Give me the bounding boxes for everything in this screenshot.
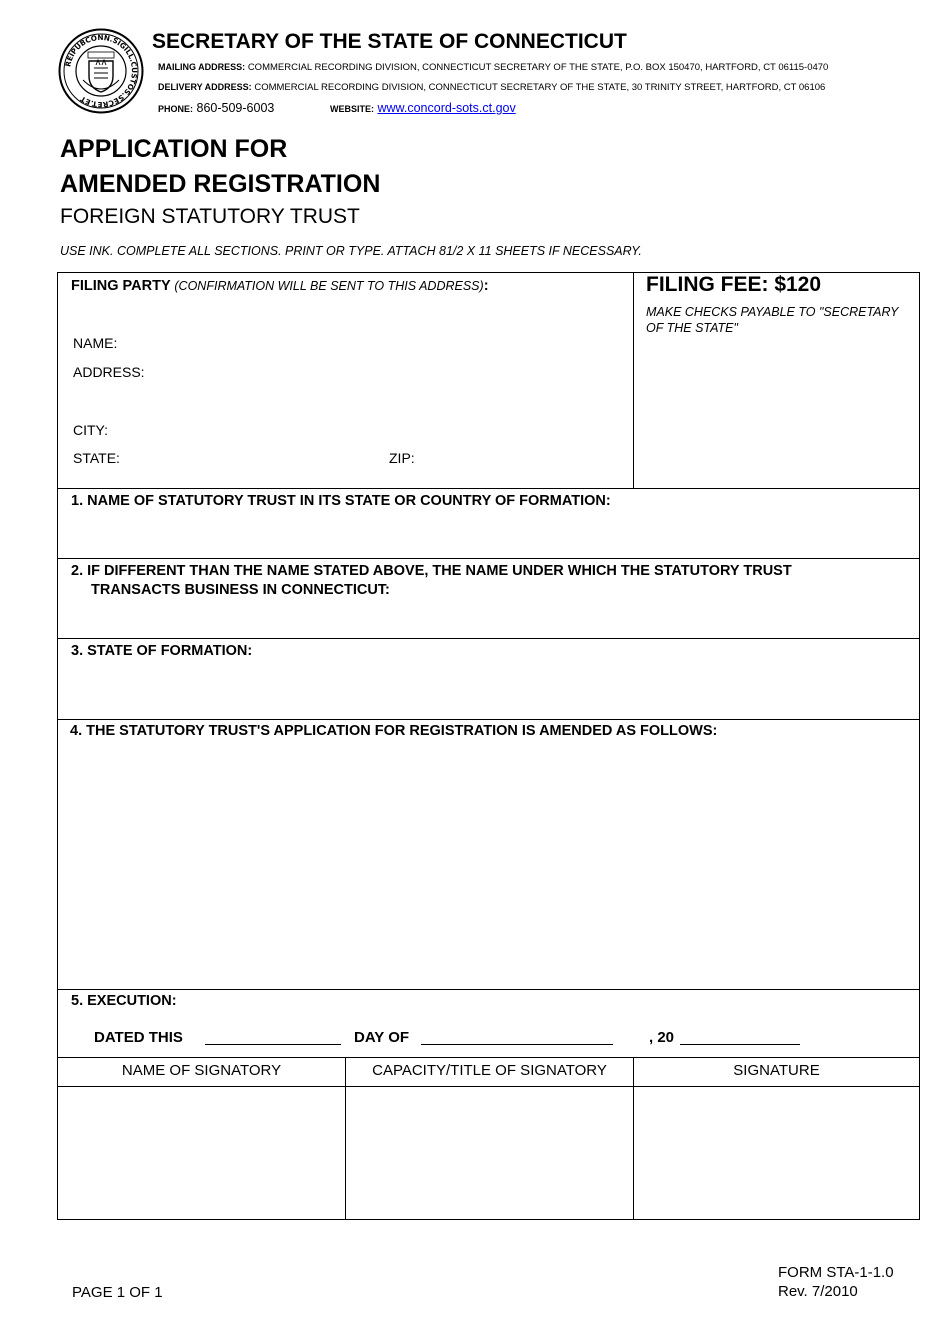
section-2-label-line2: TRANSACTS BUSINESS IN CONNECTICUT: <box>91 582 390 598</box>
website <box>330 101 516 115</box>
form-revision: Rev. 7/2010 <box>778 1283 858 1300</box>
signatory-capacity-header: CAPACITY/TITLE OF SIGNATORY <box>372 1062 607 1079</box>
zip-field[interactable]: ZIP: <box>389 450 415 466</box>
section-4-label[interactable]: 4. THE STATUTORY TRUST'S APPLICATION FOR REGISTRATION IS AMENDED AS FOLLOWS: <box>70 723 718 739</box>
phone <box>158 101 274 115</box>
form-id: FORM STA-1-1.0 <box>778 1264 894 1281</box>
delivery-address <box>158 82 825 93</box>
svg-text:REIPUBCONN.SIGILL.CUSTOS.SECRE: REIPUBCONN.SIGILL.CUSTOS.SECRET.ET <box>63 32 140 110</box>
mailing-address <box>158 62 828 73</box>
divider <box>58 638 919 639</box>
page-number: PAGE 1 OF 1 <box>72 1284 163 1301</box>
section-3-label[interactable]: 3. STATE OF FORMATION: <box>71 643 253 659</box>
filing-party-colon: : <box>483 278 489 294</box>
section-5-label: 5. EXECUTION: <box>71 993 177 1009</box>
website-link[interactable]: www.concord-sots.ct.gov <box>377 101 516 115</box>
divider <box>633 1057 634 1220</box>
divider <box>58 558 919 559</box>
dated-day-blank[interactable] <box>205 1044 341 1045</box>
delivery-address-label: DELIVERY ADDRESS: <box>158 82 252 92</box>
divider <box>58 989 919 990</box>
filing-party-label: FILING PARTY <box>71 278 171 294</box>
dated-month-blank[interactable] <box>421 1044 613 1045</box>
signatory-name-cell[interactable] <box>59 1088 344 1218</box>
day-of-label: DAY OF <box>354 1029 410 1046</box>
divider <box>58 1057 919 1058</box>
state-field[interactable]: STATE: <box>73 450 120 466</box>
year-prefix-label: , 20 <box>649 1029 675 1046</box>
form-box <box>57 272 920 1220</box>
address-field[interactable]: ADDRESS: <box>73 364 145 380</box>
filing-fee-title: FILING FEE: $120 <box>646 273 822 296</box>
filing-party-heading <box>71 278 489 294</box>
name-field[interactable]: NAME: <box>73 335 118 351</box>
form-subtitle: FOREIGN STATUTORY TRUST <box>60 205 360 228</box>
signature-header: SIGNATURE <box>733 1062 820 1079</box>
divider <box>58 488 919 489</box>
form-title-line1: APPLICATION FOR <box>60 135 288 163</box>
instructions: USE INK. COMPLETE ALL SECTIONS. PRINT OR TYPE. ATTACH 81/2 X 11 SHEETS IF NECESSARY. <box>60 244 642 258</box>
signatory-name-header: NAME OF SIGNATORY <box>121 1062 282 1079</box>
divider <box>58 1086 919 1087</box>
dated-this-label: DATED THIS <box>94 1029 183 1046</box>
signatory-capacity-cell[interactable] <box>347 1088 632 1218</box>
signature-cell[interactable] <box>635 1088 918 1218</box>
phone-label: PHONE: <box>158 104 194 114</box>
section-2-label-line1[interactable]: 2. IF DIFFERENT THAN THE NAME STATED ABOVE, THE NAME UNDER WHICH THE STATUTORY TRUST <box>71 563 792 579</box>
section-1-label[interactable]: 1. NAME OF STATUTORY TRUST IN ITS STATE OR COUNTRY OF FORMATION: <box>71 493 611 509</box>
mailing-address-value: COMMERCIAL RECORDING DIVISION, CONNECTICUT SECRETARY OF THE STATE, P.O. BOX 150470, HARTFORD, CT 06115-0470 <box>247 62 829 73</box>
divider <box>345 1057 346 1220</box>
phone-value: 860-509-6003 <box>196 101 275 115</box>
mailing-address-label: MAILING ADDRESS: <box>158 62 246 72</box>
divider <box>633 273 634 488</box>
state-seal-logo <box>58 28 144 114</box>
city-field[interactable]: CITY: <box>73 422 109 438</box>
website-label: WEBSITE: <box>330 104 374 114</box>
office-title: SECRETARY OF THE STATE OF CONNECTICUT <box>152 30 627 53</box>
filing-party-note: (CONFIRMATION WILL BE SENT TO THIS ADDRESS) <box>174 279 484 293</box>
divider <box>58 719 919 720</box>
form-title-line2: AMENDED REGISTRATION <box>60 170 381 198</box>
filing-fee-note: MAKE CHECKS PAYABLE TO "SECRETARY OF THE STATE" <box>646 305 899 335</box>
dated-year-blank[interactable] <box>680 1044 800 1045</box>
delivery-address-value: COMMERCIAL RECORDING DIVISION, CONNECTICUT SECRETARY OF THE STATE, 30 TRINITY STREET, HARTFORD, CT 06106 <box>254 82 826 93</box>
